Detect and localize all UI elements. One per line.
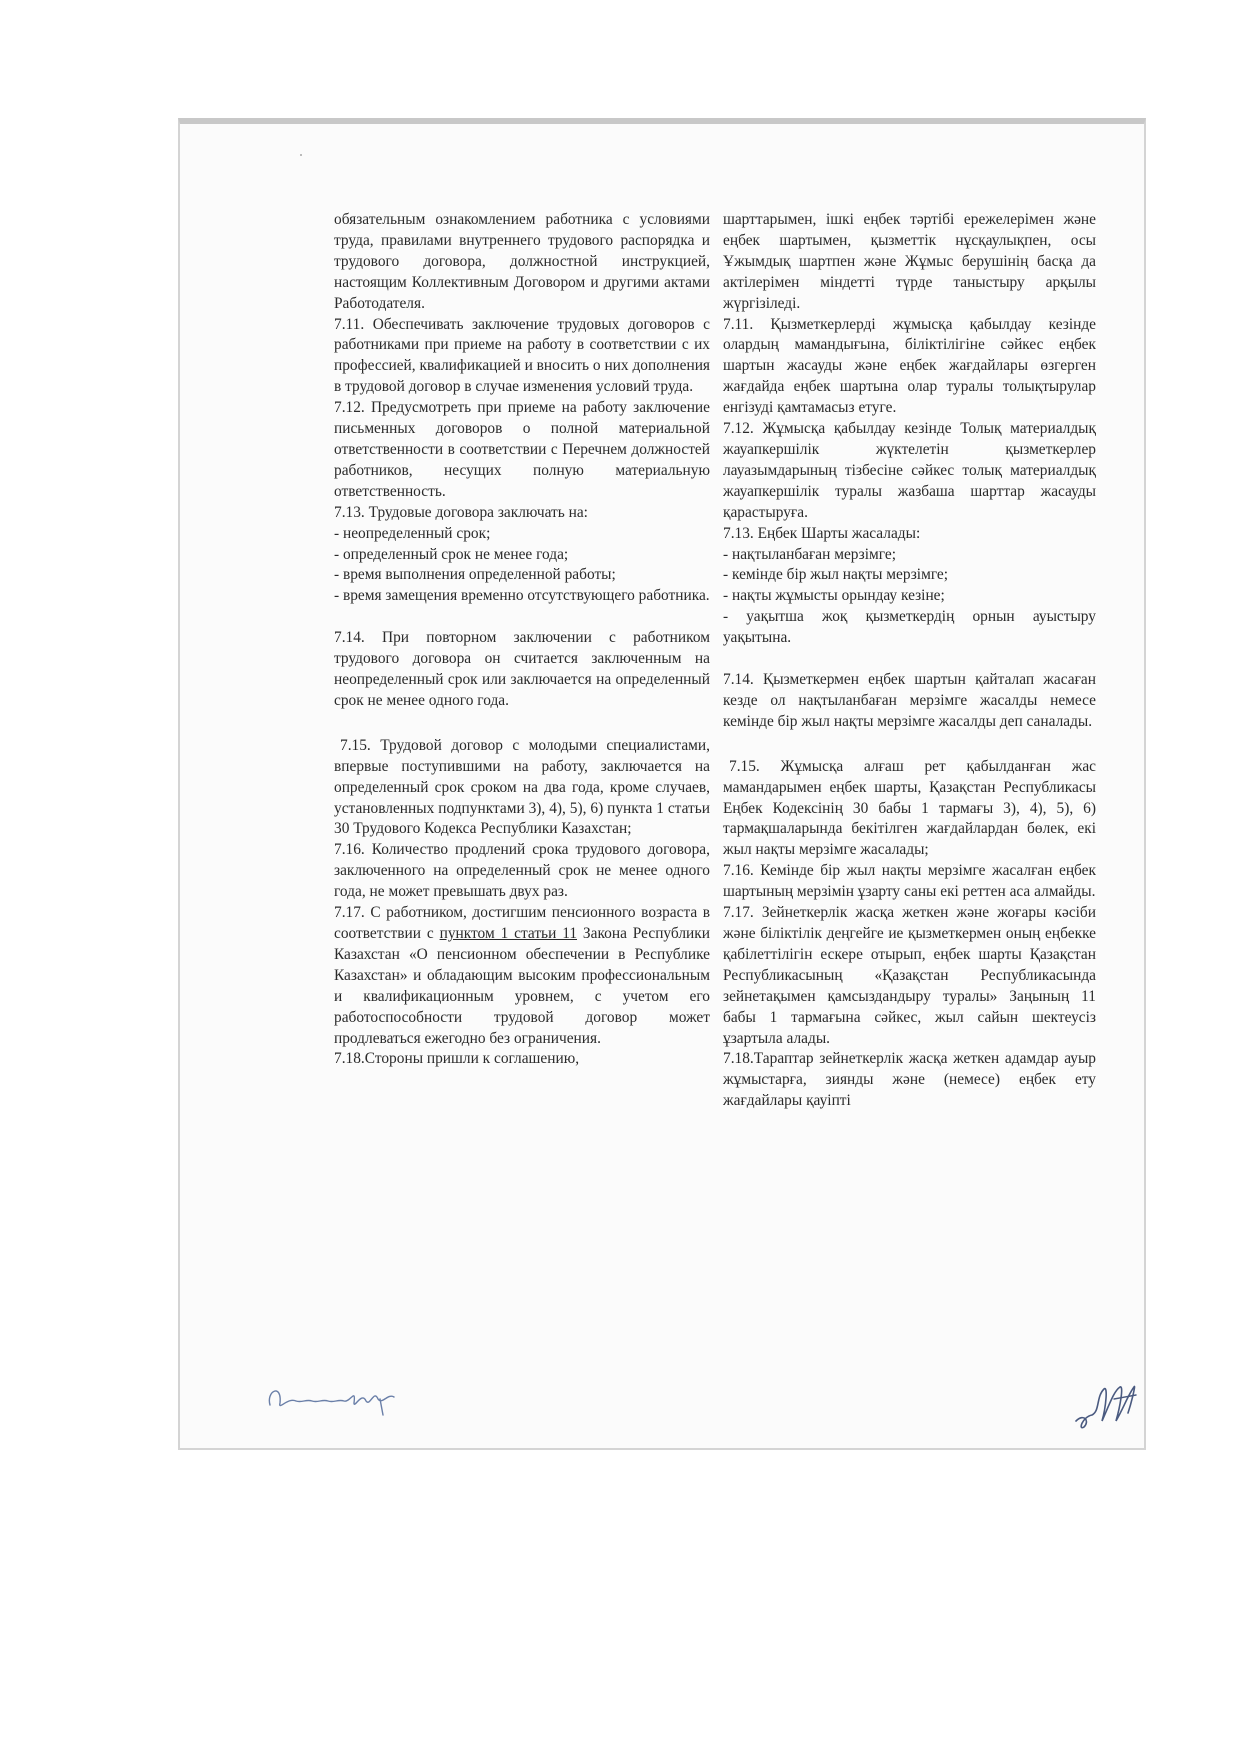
paragraph-7-14: 7.14. Қызметкермен еңбек шартын қайталап жасаған кезде ол нақтыланбаған мерзімге жасалды немесе кемінде бір жыл нақты мерзімге жасалды деп саналады. xyxy=(723,671,1096,730)
list-item: - уақытша жоқ қызметкердің орнын ауыстыру уақытына. xyxy=(723,608,1096,647)
paragraph-7-17-start: 7.17. С работником, достигшим пенсионного возраста в соответствии с xyxy=(334,904,710,942)
paragraph-7-11: 7.11. Қызметкерлерді жұмысқа қабылдау кезінде олардың мамандығына, біліктілігіне сәйкес еңбек шартын жасауды және еңбек жағдайлары өзгерген жағдайда еңбек шартына олар туралы толықтырулар енгізуді қамтамасыз етуге. xyxy=(723,315,1096,417)
paragraph-7-17 xyxy=(334,903,710,1049)
list-item: - кемінде бір жыл нақты мерзімге; xyxy=(723,566,949,584)
left-signature-icon xyxy=(262,1377,407,1419)
spacer xyxy=(334,607,710,628)
paragraph-7-11: 7.11. Обеспечивать заключение трудовых договоров с работниками при приеме на работу в соответствии с их профессией, квалификацией и вносить о них дополнения в трудовой договор в случае изменения условий труда. xyxy=(334,315,711,396)
scanned-document-page xyxy=(178,118,1146,1450)
scan-speck xyxy=(300,154,302,156)
paragraph-7-13: 7.13. Еңбек Шарты жасалады: xyxy=(723,524,921,542)
law-reference-link[interactable]: пунктом 1 статьи 11 xyxy=(439,925,578,942)
paragraph-7-12: 7.12. Жұмысқа қабылдау кезінде Толық материалдық жауапкершілік жүктелетін қызметкерлер лауазымдарының тізбесіне сәйкес толық материалдық жауапкершілік туралы жазбаша шарттар жасауды қарастыруға. xyxy=(723,420,1096,521)
paragraph-7-17-end: Закона Республики Казахстан «О пенсионном обеспечении в Республике Казахстан» и обладающим высоким профессиональным и квалификационным уровнем, с учетом его работоспособности трудовой договор может продлеваться ежегодно без ограничения. xyxy=(334,925,710,1047)
paragraph-7-15: 7.15. Трудовой договор с молодыми специалистами, впервые поступившими на работу, заключается на определенный срок сроком на два года, кроме случаев, установленных подпунктами 3), 4), 5), 6) пункта 1 статьи 30 Трудового Кодекса Республики Казахстан; xyxy=(334,736,710,838)
russian-text-column xyxy=(334,210,710,1070)
spacer xyxy=(723,649,1096,670)
list-item: - время выполнения определенной работы; xyxy=(334,566,616,584)
paragraph-7-12: 7.12. Предусмотреть при приеме на работу заключение письменных договоров о полной материальной ответственности в соответствии с Перечнем должностей работников, несущих полную материальную ответственность. xyxy=(334,399,710,500)
spacer xyxy=(723,733,1096,757)
list-item: - неопределенный срок; xyxy=(334,524,491,542)
paragraph-7-18: 7.18.Стороны пришли к соглашению, xyxy=(334,1050,580,1068)
right-signature-icon xyxy=(1070,1377,1142,1435)
kazakh-text-column xyxy=(723,210,1096,1112)
paragraph-7-17: 7.17. Зейнеткерлік жасқа жеткен және жоғары кәсіби және біліктілік деңгейге ие қызметкермен оның еңбекке қабілеттілігін ескере отырып, еңбек шарты Қазақстан Республикасының «Қазақстан Республикасында зейнетақымен қамсыздандыру туралы» Заңының 11 бабы 1 тармағына сәйкес, жыл сайын шектеусіз ұзартыла алады. xyxy=(723,904,1096,1047)
list-item: - определенный срок не менее года; xyxy=(334,545,569,563)
paragraph-7-16: 7.16. Кемінде бір жыл нақты мерзімге жасалған еңбек шартының мерзімін ұзарту саны екі реттен аса алмайды. xyxy=(723,862,1096,901)
paragraph-7-18: 7.18.Тараптар зейнеткерлік жасқа жеткен адамдар ауыр жұмыстарға, зиянды және (немесе) еңбек ету жағдайлары қауіпті xyxy=(723,1050,1096,1110)
paragraph-intro: обязательным ознакомлением работника с условиями труда, правилами внутреннего трудового распорядка и трудового договора, должностной инструкцией, настоящим Коллективным Договором и другими актами Работодателя. xyxy=(334,211,710,312)
paragraph-7-16: 7.16. Количество продлений срока трудового договора, заключенного на определенный срок не менее одного года, не может превышать двух раз. xyxy=(334,841,710,901)
list-item: - время замещения временно отсутствующего работника. xyxy=(334,587,710,605)
list-item: - нақты жұмысты орындау кезіне; xyxy=(723,587,945,605)
paragraph-intro: шарттарымен, ішкі еңбек тәртібі ережелерімен және еңбек шартымен, қызметтік нұсқаулықпен, осы Ұжымдық шартпен және Жұмыс берушінің басқа да актілерімен міндетті түрде таныстыру арқылы жүргізіледі. xyxy=(723,211,1096,312)
paragraph-7-15: 7.15. Жұмысқа алғаш рет қабылданған жас мамандарымен еңбек шарты, Қазақстан Республикасы Еңбек Кодексінің 30 бабы 1 тармағы 3), 4), 5), 6) тармақшаларында бекітілген жағдайлардан бөлек, екі жыл нақты мерзімге жасалады; xyxy=(723,757,1096,859)
paragraph-7-13: 7.13. Трудовые договора заключать на: xyxy=(334,503,588,521)
list-item: - нақтыланбаған мерзімге; xyxy=(723,545,896,563)
paragraph-7-14: 7.14. При повторном заключении с работником трудового договора он считается заключенным на неопределенный срок или заключается на определенный срок не менее одного года. xyxy=(334,629,710,709)
spacer xyxy=(334,712,710,736)
